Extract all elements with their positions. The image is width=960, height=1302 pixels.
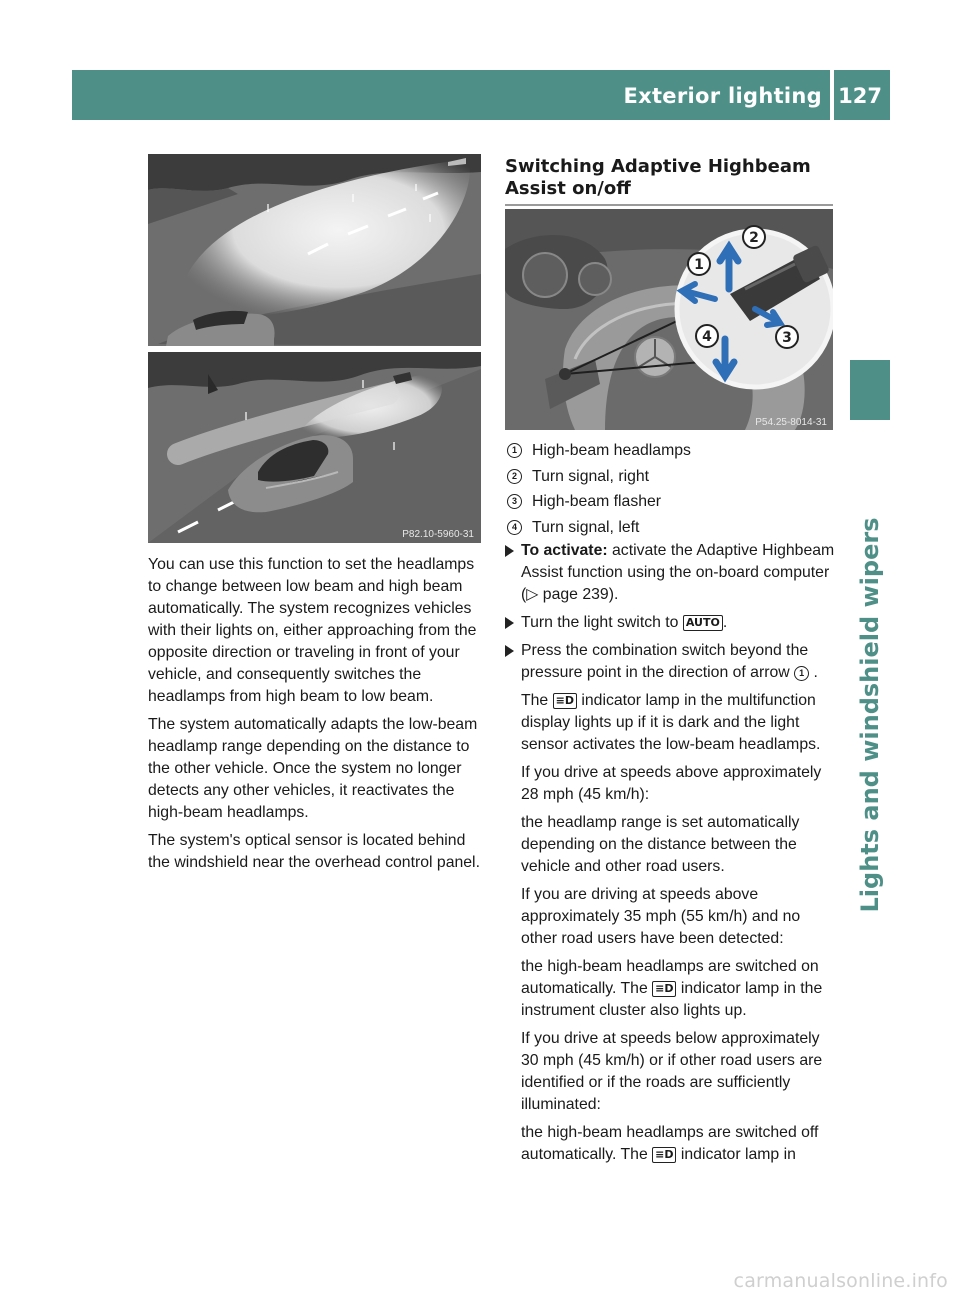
step-text: . — [809, 664, 818, 681]
legend-text: High-beam headlamps — [532, 442, 691, 459]
callout-3: 3 — [782, 330, 792, 346]
legend-number: 3 — [507, 494, 522, 509]
paragraph: the headlamp range is set automatically depending on the distance between the vehicle and other road users. — [521, 814, 800, 875]
page-ref-icon: ▷ — [526, 586, 539, 603]
legend-text: High-beam flasher — [532, 493, 662, 510]
page-number: 127 — [838, 84, 882, 108]
paragraph: The system automatically adapts the low-beam headlamp range depending on the distance to the other vehicle. Once the system no longer detects any other vehicles, it reactivates the high-beam headlamps. — [148, 716, 478, 821]
paragraph — [505, 1122, 837, 1166]
legend-text: Turn signal, left — [532, 518, 640, 536]
text: the high-beam headlamps are switched off automatically. The — [521, 1124, 819, 1163]
high-beam-icon: ≡D — [652, 1147, 676, 1163]
watermark: carmanualsonline.info — [733, 1270, 948, 1292]
legend-text: Turn signal, right — [532, 467, 650, 485]
figure-legend — [505, 438, 835, 540]
paragraph: If you drive at speeds below approximately 30 mph (45 km/h) or if other road users are identified or if the roads are sufficiently illuminated: — [521, 1030, 823, 1113]
step-light-switch — [505, 612, 837, 634]
chapter-label: Lights and windshield wipers — [856, 517, 884, 913]
step-activate — [505, 540, 837, 606]
text: indicator lamp in the instrument cluster also lights up. — [521, 980, 823, 1019]
step-text: . — [722, 614, 728, 631]
callout-4: 4 — [702, 329, 712, 345]
chapter-tab — [850, 360, 890, 420]
legend-number: 4 — [507, 520, 522, 535]
callout-ref: 1 — [794, 666, 809, 681]
high-beam-icon: ≡D — [652, 981, 676, 997]
step-combination-switch — [505, 640, 837, 684]
legend-number: 1 — [507, 443, 522, 458]
header-section-title: Exterior lighting — [623, 84, 822, 108]
auto-light-icon: AUTO — [683, 615, 723, 631]
paragraph: The system's optical sensor is located behind the windshield near the overhead control panel. — [148, 832, 480, 871]
step-arrow-icon — [505, 545, 514, 557]
callout-2: 2 — [749, 230, 759, 246]
step-text: Turn the light switch to — [521, 614, 683, 631]
legend-item — [505, 464, 835, 490]
legend-item — [505, 438, 835, 464]
legend-item — [505, 515, 835, 541]
paragraph — [505, 956, 837, 1022]
paragraph: If you drive at speeds above approximately 28 mph (45 km/h): — [521, 764, 822, 803]
instruction-steps — [505, 540, 837, 1172]
step-text: activate the Adaptive Highbeam Assist function using the on-board computer ( — [521, 542, 835, 603]
step-text: Press the combination switch beyond the pressure point in the direction of arrow — [521, 642, 809, 681]
paragraph — [505, 690, 837, 756]
page-reference: page 239). — [538, 586, 619, 603]
step-arrow-icon — [505, 645, 514, 657]
legend-item — [505, 489, 835, 515]
callout-1: 1 — [694, 257, 704, 273]
section-title: Switching Adaptive Highbeam Assist on/off — [505, 156, 833, 206]
paragraph: You can use this function to set the headlamps to change between low beam and high beam automatically. The system recognizes vehicles with their lights on, either approaching from the opposite direction or traveling in front of your vehicle, and consequently switches the headlamps from high beam to low beam. — [148, 556, 477, 705]
text: The — [521, 692, 553, 709]
combination-switch-illustration — [505, 209, 833, 430]
page-header — [72, 70, 890, 120]
step-label: To activate: — [521, 542, 608, 559]
left-column-text — [148, 554, 484, 880]
text: indicator lamp in the multifunction display lights up if it is dark and the light sensor activates the low-beam headlamps. — [521, 692, 821, 753]
legend-number: 2 — [507, 469, 522, 484]
adaptive-highbeam-illustration — [148, 154, 481, 543]
text: the high-beam headlamps are switched on automatically. The — [521, 958, 819, 997]
figure-code-left: P82.10-5960-31 — [402, 529, 474, 540]
high-beam-assist-icon: ≡D — [553, 693, 577, 709]
header-separator — [830, 70, 834, 120]
step-arrow-icon — [505, 617, 514, 629]
text: indicator lamp in — [676, 1146, 796, 1163]
paragraph: If you are driving at speeds above approximately 35 mph (55 km/h) and no other road users have been detected: — [521, 886, 801, 947]
figure-code-right: P54.25-8014-31 — [755, 417, 827, 428]
